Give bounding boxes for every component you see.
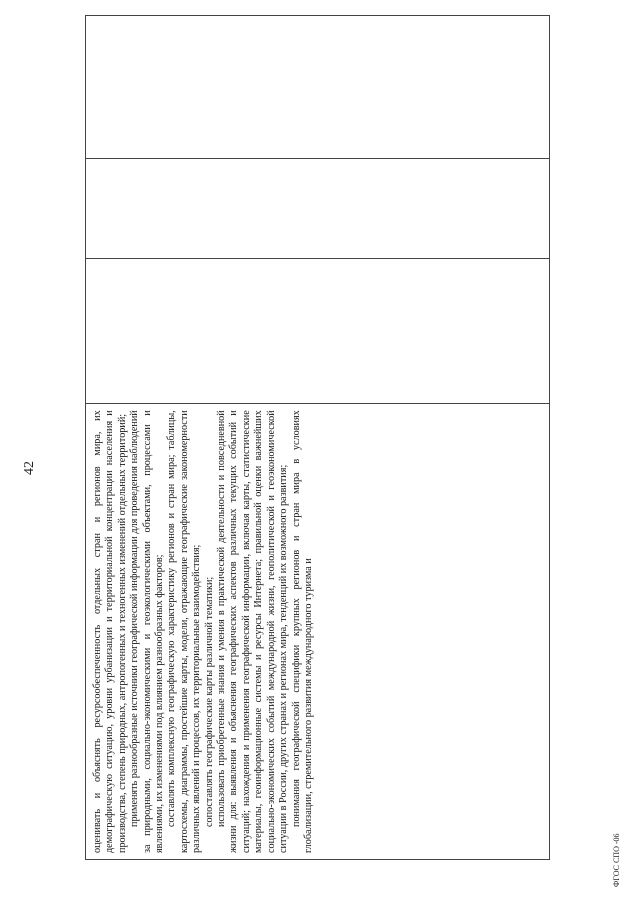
- table-row: [86, 16, 550, 860]
- footer-label: ФГОС СПО -06: [612, 833, 621, 887]
- paragraph: использовать приобретенные знания и умения в практической деятельности и повседневной жизни для: выявления и объяснения географических аспектов различных текущих событий и ситуаций; нахождения и применения географической информации, включая карты, статистические материалы, геоинформационные системы и ресурсы Интернета; правильной оценки важнейших социально-экономических событий международной жизни, геополитической и геоэкономической ситуации в России, других странах и регионах мира, тенденций их возможного развития;: [216, 410, 290, 853]
- paragraph: применять разнообразные источники географической информации для проведения наблюдений за природными, социально-экономическими и геоэкологическими объектами, процессами и явлениями, их изменениями под влиянием разнообразных факторов;: [129, 410, 166, 853]
- document-table: [85, 15, 550, 860]
- paragraph: сопоставлять географические карты различной тематики;: [203, 576, 215, 827]
- paragraph: понимания географической специфики крупных регионов и стран мира в условиях глобализации, стремительного развития международного туризма и: [290, 410, 314, 853]
- table-cell: [86, 259, 550, 404]
- page-number: 42: [22, 461, 37, 475]
- paragraph: оценивать и объяснять ресурсообеспеченность отдельных стран и регионов мира, их демографическую ситуацию, уровни урбанизации и территориальной концентрации населения и производства, степень природных, антропогенных и техногенных изменений отдельных территорий;: [92, 410, 128, 853]
- table-cell: [86, 158, 550, 259]
- table-cell: [86, 16, 550, 159]
- skills-text-cell: [86, 404, 550, 860]
- paragraph: составлять комплексную географическую характеристику регионов и стран мира; таблицы, картосхемы, диаграммы, простейшие карты, модели, отражающие географические закономерности различных явлений и процессов, их территориальные взаимодействия;: [166, 410, 203, 853]
